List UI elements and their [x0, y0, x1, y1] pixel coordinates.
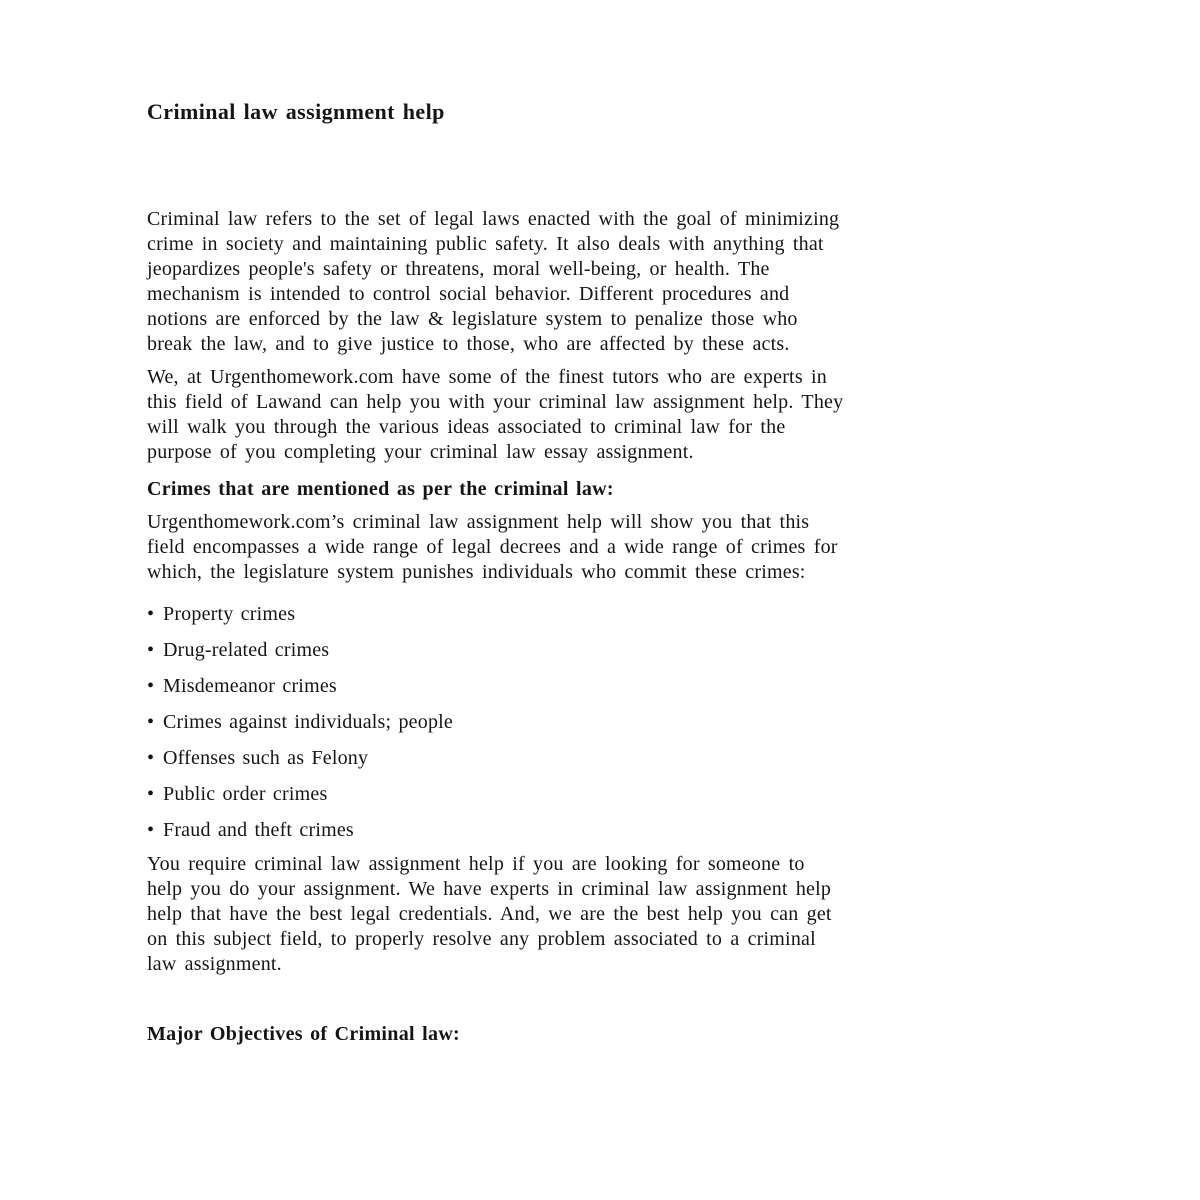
list-item-label: Public order crimes	[163, 783, 328, 805]
bullet-icon: •	[147, 783, 155, 805]
list-item	[147, 602, 1062, 627]
bullet-icon: •	[147, 603, 155, 625]
document-content	[147, 98, 1062, 1055]
text-line: help you do your assignment. We have experts in criminal law assignment help	[147, 878, 832, 900]
text-line: jeopardizes people's safety or threatens, moral well-being, or health. The	[147, 258, 770, 280]
heading-crimes: Crimes that are mentioned as per the criminal law:	[147, 478, 614, 500]
text-line: mechanism is intended to control social behavior. Different procedures and	[147, 283, 790, 305]
list-item-label: Misdemeanor crimes	[163, 675, 337, 697]
crime-list	[147, 602, 1062, 843]
paragraph-intro	[147, 207, 1062, 357]
paragraph-experts	[147, 852, 1062, 977]
list-item	[147, 710, 1062, 735]
text-line: notions are enforced by the law & legislature system to penalize those who	[147, 308, 798, 330]
list-item-label: Fraud and theft crimes	[163, 819, 354, 841]
text-line: Urgenthomework.com’s criminal law assignment help will show you that this	[147, 511, 810, 533]
text-line: this field of Lawand can help you with your criminal law assignment help. They	[147, 391, 844, 413]
bullet-icon: •	[147, 675, 155, 697]
text-line: on this subject field, to properly resolve any problem associated to a criminal	[147, 928, 816, 950]
text-line: crime in society and maintaining public safety. It also deals with anything that	[147, 233, 824, 255]
text-line: break the law, and to give justice to those, who are affected by these acts.	[147, 333, 790, 355]
text-line: You require criminal law assignment help if you are looking for someone to	[147, 853, 805, 875]
list-item	[147, 746, 1062, 771]
text-line: We, at Urgenthomework.com have some of the finest tutors who are experts in	[147, 366, 827, 388]
list-item	[147, 782, 1062, 807]
text-line: will walk you through the various ideas associated to criminal law for the	[147, 416, 786, 438]
bullet-icon: •	[147, 639, 155, 661]
text-line: help that have the best legal credentials. And, we are the best help you can get	[147, 903, 832, 925]
text-line: which, the legislature system punishes individuals who commit these crimes:	[147, 561, 806, 583]
paragraph-scope	[147, 510, 1062, 585]
paragraph-tutors	[147, 365, 1062, 465]
text-line: field encompasses a wide range of legal decrees and a wide range of crimes for	[147, 536, 838, 558]
text-line: Criminal law refers to the set of legal laws enacted with the goal of minimizing	[147, 208, 840, 230]
bullet-icon: •	[147, 819, 155, 841]
list-item	[147, 818, 1062, 843]
bullet-icon: •	[147, 711, 155, 733]
list-item-label: Drug-related crimes	[163, 639, 330, 661]
text-line: purpose of you completing your criminal law essay assignment.	[147, 441, 694, 463]
list-item-label: Crimes against individuals; people	[163, 711, 453, 733]
page-title: Criminal law assignment help	[147, 99, 445, 124]
list-item	[147, 674, 1062, 699]
text-line: law assignment.	[147, 953, 282, 975]
list-item-label: Property crimes	[163, 603, 296, 625]
list-item-label: Offenses such as Felony	[163, 747, 369, 769]
heading-objectives: Major Objectives of Criminal law:	[147, 1023, 461, 1045]
bullet-icon: •	[147, 747, 155, 769]
list-item	[147, 638, 1062, 663]
